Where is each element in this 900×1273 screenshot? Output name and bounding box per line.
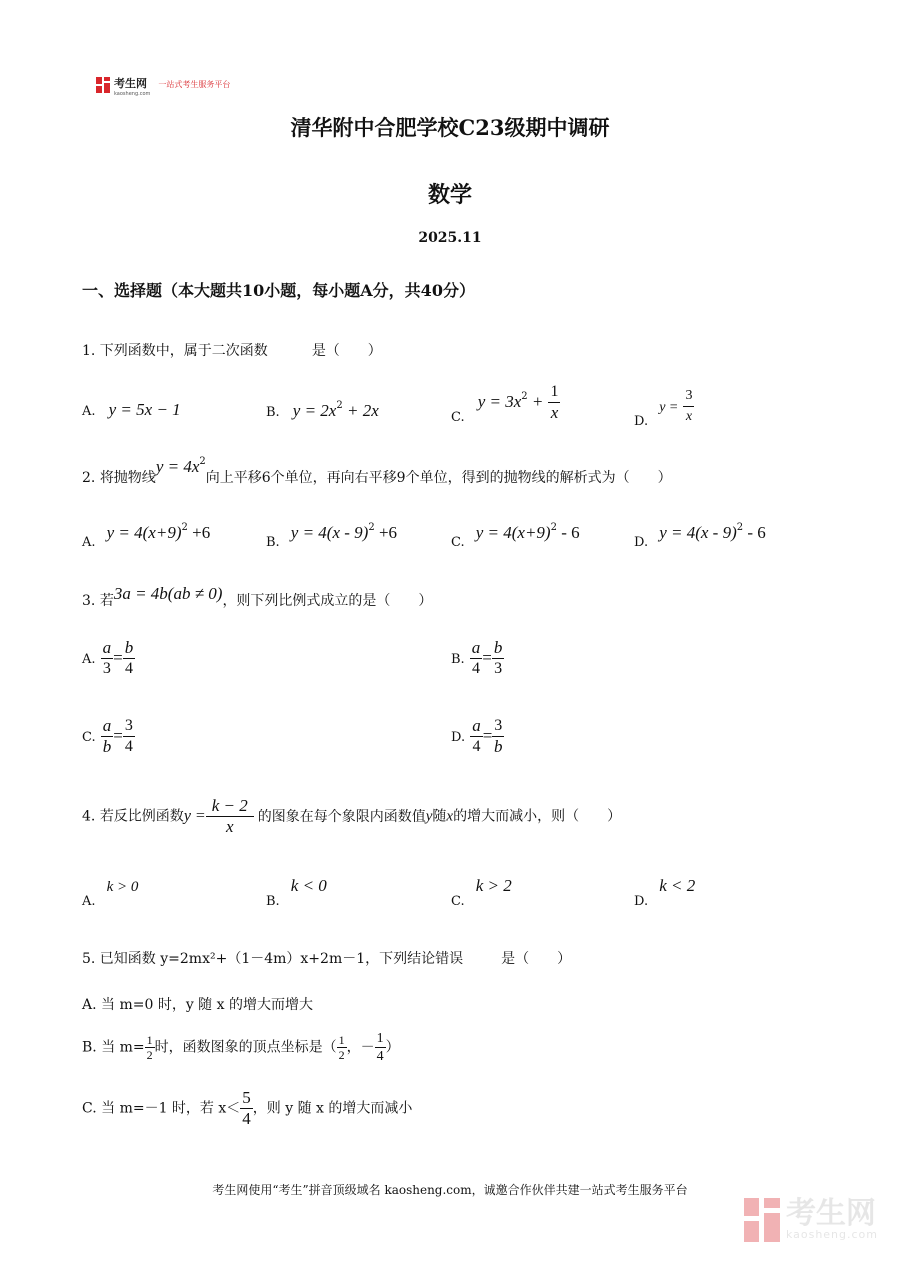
option-expression: k > 0 [106, 879, 139, 895]
question-text: 5. 已知函数 y=2mx²+（1－4m）x+2m－1，下列结论错误 [82, 951, 464, 967]
q3-option-c [82, 716, 135, 757]
denominator: x [225, 817, 234, 836]
option-label: B. [266, 405, 280, 420]
superscript: 2 [521, 391, 528, 402]
fraction [683, 386, 694, 427]
option-label: B. [451, 652, 465, 667]
plus-sign: + [527, 392, 544, 411]
denominator: b [102, 737, 112, 756]
fraction-left [470, 716, 483, 757]
option-expression: y = 4(x+9) [475, 523, 551, 542]
q1-option-c [451, 382, 560, 425]
numerator: a [102, 638, 112, 657]
watermark-domain: kaosheng.com [785, 1228, 878, 1241]
watermark-text-block [785, 1196, 878, 1241]
watermark-text: 考生网 [785, 1196, 876, 1231]
option-label: D. [634, 894, 649, 909]
option-expression: k < 2 [659, 876, 696, 895]
fraction-left [101, 716, 114, 757]
denominator: 2 [338, 1048, 345, 1062]
option-label: A. [82, 652, 96, 667]
superscript: 2 [336, 400, 343, 411]
numerator: b [124, 638, 134, 657]
fraction-right [492, 638, 505, 679]
option-expression-tail: +6 [374, 523, 398, 542]
brand-logo [96, 72, 230, 97]
option-text: ，－ [346, 1039, 375, 1056]
q5-option-b [82, 1030, 400, 1065]
question-1-text: 1. 下列函数中，属于二次函数 [82, 343, 268, 359]
question-text: 随 [432, 808, 447, 825]
option-label: A. [82, 894, 96, 909]
option-expression-tail: - 6 [556, 523, 580, 542]
question-1-text-end: 是（ ） [311, 343, 382, 359]
option-label: D. [634, 535, 649, 550]
option-expression: y = 4(x - 9) [290, 523, 369, 542]
option-label: A. [82, 404, 96, 419]
q1-option-a [82, 400, 181, 420]
option-label: C. [451, 535, 465, 550]
denominator: 4 [376, 1049, 384, 1064]
question-text: 向上平移6个单位，再向右平移9个单位，得到的抛物线的解析式为（ ） [205, 470, 672, 486]
option-expression: k < 0 [290, 876, 327, 895]
option-text: ，则 y 随 x 的增大而减小 [252, 1100, 413, 1117]
option-text: ） [385, 1039, 400, 1056]
watermark-logo [744, 1198, 878, 1242]
option-expression: y = 2x [292, 401, 337, 420]
option-text: 时，函数图象的顶点坐标是（ [154, 1039, 337, 1056]
math-condition: 3a = 4b(ab ≠ 0) [113, 584, 223, 603]
q3-option-d [451, 716, 504, 757]
denominator: 3 [494, 660, 503, 677]
superscript: 2 [199, 456, 206, 467]
numerator: k − 2 [206, 796, 254, 817]
fraction-left [470, 638, 483, 679]
q4-option-b [266, 876, 327, 909]
math-expression: y = 4x [155, 457, 200, 476]
denominator: 4 [124, 738, 133, 755]
q1-option-d [634, 386, 694, 429]
fraction-left [101, 638, 114, 679]
kaosheng-logo-icon [96, 77, 110, 93]
numerator: a [102, 716, 112, 735]
option-label: A. [82, 535, 96, 550]
option-label: C. [82, 730, 96, 745]
q4-option-a [82, 876, 138, 909]
numerator: 3 [683, 386, 694, 407]
fraction [206, 796, 254, 837]
numerator: 5 [242, 1088, 251, 1107]
fraction [548, 382, 560, 423]
fraction [375, 1030, 386, 1065]
variable-y: y [425, 808, 433, 825]
option-label: C. [451, 894, 465, 909]
numerator: 3 [123, 716, 135, 737]
option-text: B. 当 m= [82, 1039, 145, 1056]
denominator: 4 [472, 738, 481, 755]
q5-option-c [82, 1088, 412, 1129]
document-title: 清华附中合肥学校C23级期中调研 [290, 115, 610, 140]
numerator: 1 [376, 1031, 384, 1046]
option-expression: y = 3x [477, 392, 522, 411]
question-text: ，则下列比例式成立的是（ ） [222, 593, 433, 609]
question-text: 的增大而减小，则（ ） [453, 808, 622, 825]
option-label: C. [451, 410, 465, 425]
equals-sign: = [482, 726, 493, 745]
brand-slogan: 一站式考生服务平台 [158, 80, 231, 89]
equals-sign: = [482, 648, 492, 667]
denominator: x [550, 403, 559, 422]
question-number: 4. [82, 808, 96, 825]
document-date: 2025.11 [418, 230, 482, 246]
option-expression: k > 2 [475, 876, 512, 895]
option-label: B. [266, 894, 280, 909]
question-text: 若反比例函数 [99, 808, 184, 825]
superscript: 2 [736, 522, 744, 533]
numerator: 3 [492, 716, 504, 737]
q5-option-a: A. 当 m=0 时，y 随 x 的增大而增大 [82, 997, 313, 1013]
numerator: a [471, 638, 481, 657]
numerator: 1 [338, 1033, 345, 1047]
numerator: a [472, 716, 481, 735]
fraction [240, 1088, 253, 1129]
q2-option-a [82, 522, 210, 550]
question-number: 3. [82, 593, 96, 609]
option-label: B. [266, 535, 280, 550]
question-text: 若 [99, 593, 114, 609]
option-expression: y = [659, 400, 679, 415]
q2-option-d [634, 522, 766, 550]
fraction-right [492, 716, 504, 757]
question-text-end: 是（ ） [501, 951, 572, 967]
kaosheng-watermark-icon [744, 1198, 780, 1242]
equals-sign: = [113, 726, 123, 745]
option-expression: y = 5x − 1 [108, 400, 181, 419]
brand-name: 考生网 [114, 77, 147, 90]
brand-domain: kaosheng.com [114, 91, 151, 97]
question-number: 2. [82, 470, 96, 486]
denominator: 4 [242, 1109, 251, 1128]
variable-x: x [446, 808, 454, 825]
fraction [337, 1033, 347, 1062]
option-text: C. 当 m=－1 时，若 x＜ [82, 1100, 241, 1117]
math-lhs: y = [183, 807, 206, 825]
question-5-stem [82, 948, 571, 968]
denominator: b [494, 737, 503, 756]
numerator: b [493, 638, 503, 657]
denominator: 4 [472, 660, 481, 677]
superscript: 2 [550, 522, 557, 533]
denominator: x [685, 409, 693, 424]
q2-option-c [451, 522, 580, 550]
option-label: D. [451, 730, 466, 745]
denominator: 4 [124, 660, 133, 677]
superscript: 2 [181, 522, 188, 533]
denominator: 3 [102, 660, 111, 677]
option-expression: y = 4(x - 9) [659, 523, 737, 542]
question-1-stem [82, 340, 382, 360]
option-expression: y = 4(x+9) [106, 523, 182, 542]
footer-text: 考生网使用“考生”拼音顶级域名 kaosheng.com，诚邀合作伙伴共建一站式考生服务平台 [212, 1183, 688, 1197]
question-2-stem [82, 456, 672, 487]
option-expression-tail: +6 [187, 523, 211, 542]
question-3-stem [82, 584, 433, 610]
equals-sign: = [113, 648, 123, 667]
option-expression-tail: - 6 [743, 523, 766, 542]
question-4-stem [82, 796, 621, 837]
q2-option-b [266, 522, 397, 550]
fraction-right [123, 638, 136, 679]
option-label: D. [634, 414, 649, 429]
q4-option-c [451, 876, 512, 909]
document-subject: 数学 [427, 182, 472, 208]
numerator: 1 [146, 1033, 153, 1047]
q3-option-b [451, 638, 504, 679]
q3-option-a [82, 638, 135, 679]
fraction-right [123, 716, 135, 757]
question-text: 的图象在每个象限内函数值 [257, 808, 426, 825]
fraction [145, 1033, 155, 1062]
superscript: 2 [368, 522, 375, 533]
numerator: 1 [548, 382, 560, 403]
section-heading: 一、选择题（本大题共10小题，每小题A分，共40分） [82, 281, 475, 300]
question-text: 将抛物线 [99, 470, 156, 486]
denominator: 2 [146, 1048, 153, 1062]
brand-text [114, 72, 150, 97]
option-expression-tail: + 2x [342, 401, 379, 420]
q4-option-d [634, 876, 695, 909]
q1-option-b [266, 400, 379, 421]
